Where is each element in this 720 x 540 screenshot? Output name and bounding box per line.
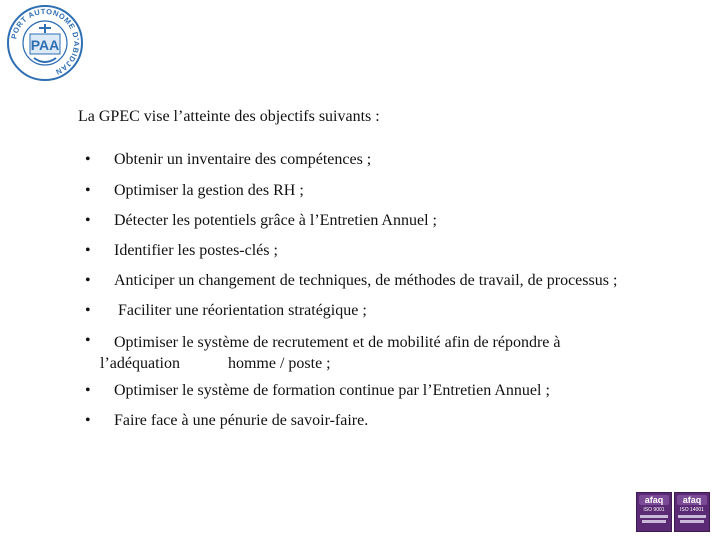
objective-text: Anticiper un changement de techniques, de méthodes de travail, de processus ; — [114, 272, 618, 289]
objective-text: Faire face à une pénurie de savoir-faire. — [114, 412, 369, 429]
bullet: • — [85, 151, 91, 168]
afaq-iso9001-badge — [636, 492, 672, 532]
objective-text-continuation: l’adéquation homme / poste ; — [100, 355, 331, 372]
bullet: • — [85, 412, 91, 429]
bullet: • — [85, 332, 91, 349]
certification-badges — [636, 492, 710, 532]
badge-brand: afaq — [677, 495, 707, 505]
bullet: • — [85, 242, 91, 259]
bullet: • — [85, 302, 91, 319]
logo-monogram: PAA — [30, 37, 60, 53]
bullet: • — [85, 272, 91, 289]
objective-text: Optimiser le système de formation continue par l’Entretien Annuel ; — [114, 382, 550, 399]
port-logo — [6, 4, 84, 82]
afaq-iso14001-badge — [674, 492, 710, 532]
bullet: • — [85, 382, 91, 399]
badge-norm: ISO 9001 — [643, 507, 665, 513]
objective-text: Optimiser le système de recrutement et de mobilité afin de répondre à — [114, 334, 561, 351]
logo-emblem-icon — [6, 4, 84, 82]
objective-text: Faciliter une réorientation stratégique ; — [114, 302, 367, 319]
bullet: • — [85, 182, 91, 199]
intro-text: La GPEC vise l’atteinte des objectifs suivants : — [78, 108, 380, 125]
objective-text: Obtenir un inventaire des compétences ; — [114, 151, 372, 168]
badge-norm: ISO 14001 — [680, 507, 704, 513]
objective-text: Détecter les potentiels grâce à l’Entretien Annuel ; — [114, 212, 437, 229]
objective-text: Optimiser la gestion des RH ; — [114, 182, 304, 199]
logo-ring-text: PORT AUTONOME D'ABIDJAN — [9, 6, 82, 77]
bullet: • — [85, 212, 91, 229]
badge-brand: afaq — [639, 495, 669, 505]
objective-text: Identifier les postes-clés ; — [114, 242, 278, 259]
